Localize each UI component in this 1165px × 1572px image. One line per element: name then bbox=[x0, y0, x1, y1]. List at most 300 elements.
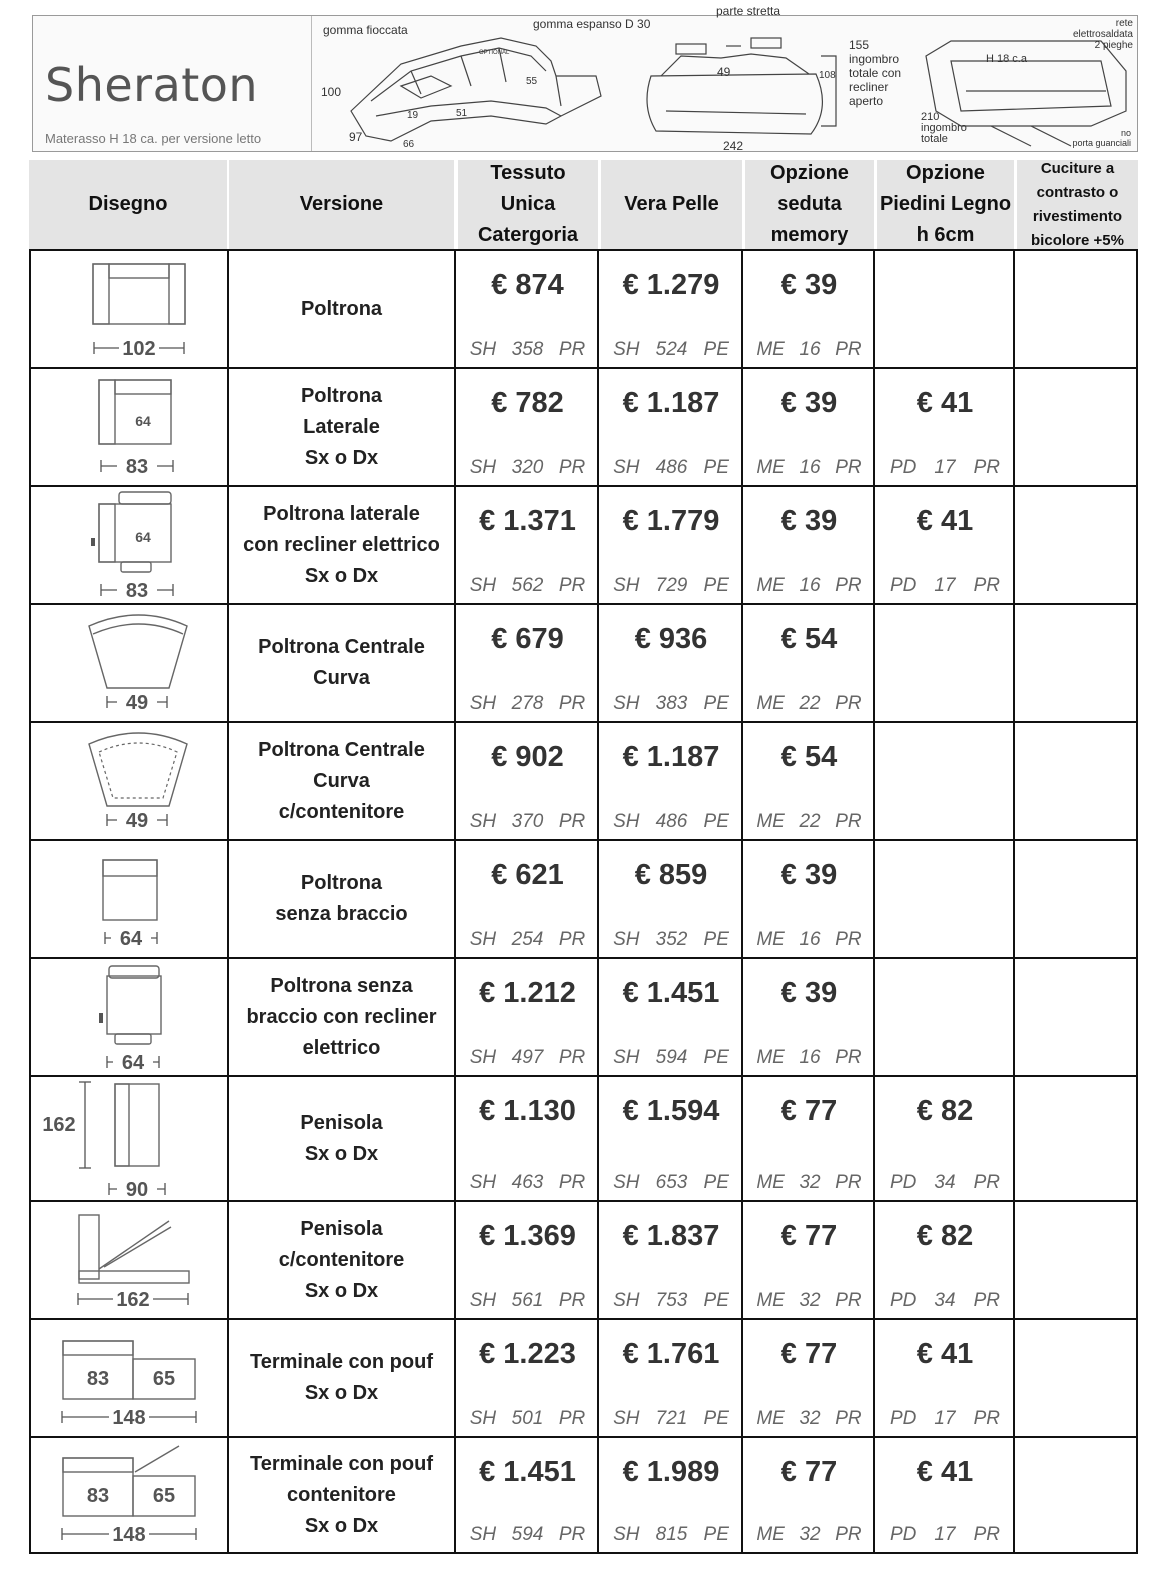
code-part: PR bbox=[558, 1524, 586, 1545]
code-part: 524 bbox=[655, 339, 688, 360]
code-part: PE bbox=[703, 1290, 729, 1311]
cell-piedini bbox=[875, 487, 1015, 603]
code-part: PD bbox=[890, 1172, 917, 1193]
cell-tessuto bbox=[456, 605, 599, 721]
pelle-price: € 1.279 bbox=[622, 269, 720, 301]
version-label: Poltrona Centrale Curva bbox=[258, 636, 425, 689]
cell-cuciture bbox=[1015, 369, 1138, 485]
code-part: ME bbox=[756, 693, 785, 714]
tessuto-price: € 679 bbox=[491, 623, 564, 655]
memory-price: € 77 bbox=[780, 1220, 838, 1252]
code-part: PR bbox=[558, 1408, 586, 1429]
code-part: PR bbox=[835, 1408, 862, 1429]
code-part: PR bbox=[973, 1408, 1000, 1429]
cell-pelle bbox=[599, 605, 743, 721]
code-part: PR bbox=[973, 1172, 1000, 1193]
memory-code bbox=[743, 929, 875, 951]
code-part: 17 bbox=[934, 1408, 956, 1429]
cell-memory bbox=[743, 723, 875, 839]
svg-text:49: 49 bbox=[125, 810, 149, 832]
cell-tessuto bbox=[456, 487, 599, 603]
tessuto-code bbox=[456, 693, 599, 715]
tessuto-price: € 782 bbox=[491, 387, 564, 419]
tessuto-code bbox=[456, 1290, 599, 1312]
cell-drawing bbox=[29, 251, 227, 367]
memory-price: € 39 bbox=[780, 269, 838, 301]
label-rete: rete elettrosaldata 2 pieghe bbox=[1072, 18, 1133, 51]
cell-pelle bbox=[599, 1320, 743, 1436]
memory-price: € 77 bbox=[780, 1456, 838, 1488]
svg-text:83: 83 bbox=[125, 456, 149, 478]
code-part: ME bbox=[756, 811, 785, 832]
cell-drawing bbox=[29, 1320, 227, 1436]
code-part: SH bbox=[613, 1524, 640, 1545]
cell-tessuto bbox=[456, 251, 599, 367]
penisola-contenitore-drawing-icon bbox=[29, 1201, 227, 1319]
code-part: ME bbox=[756, 929, 785, 950]
cell-pelle bbox=[599, 723, 743, 839]
tessuto-price: € 1.212 bbox=[479, 977, 576, 1009]
code-part: SH bbox=[469, 929, 497, 950]
cell-drawing bbox=[29, 1077, 227, 1200]
code-part: 653 bbox=[655, 1172, 688, 1193]
piedini-price: € 41 bbox=[916, 387, 974, 419]
cell-cuciture bbox=[1015, 1438, 1138, 1552]
code-part: ME bbox=[756, 457, 785, 478]
code-part: SH bbox=[469, 457, 497, 478]
code-part: 497 bbox=[511, 1047, 544, 1068]
version-label: Poltrona Laterale Sx o Dx bbox=[300, 384, 383, 469]
cell-version bbox=[229, 487, 454, 603]
cell-piedini bbox=[875, 605, 1015, 721]
table-row bbox=[29, 1436, 1138, 1554]
cell-drawing bbox=[29, 841, 227, 957]
pelle-code bbox=[599, 1524, 743, 1546]
piedini-price: € 82 bbox=[916, 1095, 974, 1127]
cell-memory bbox=[743, 251, 875, 367]
code-part: 34 bbox=[934, 1290, 956, 1311]
code-part: 501 bbox=[511, 1408, 544, 1429]
cell-memory bbox=[743, 487, 875, 603]
code-part: 254 bbox=[511, 929, 544, 950]
memory-code bbox=[743, 811, 875, 833]
code-part: SH bbox=[469, 1047, 497, 1068]
memory-price: € 39 bbox=[780, 859, 838, 891]
svg-text:64: 64 bbox=[119, 928, 143, 950]
tessuto-code bbox=[456, 929, 599, 951]
code-part: PE bbox=[703, 1408, 729, 1429]
cell-tessuto bbox=[456, 959, 599, 1075]
cell-pelle bbox=[599, 1202, 743, 1318]
memory-code bbox=[743, 1290, 875, 1312]
code-part: SH bbox=[613, 929, 640, 950]
memory-code bbox=[743, 1172, 875, 1194]
pelle-price: € 1.837 bbox=[622, 1220, 720, 1252]
dim-51: 51 bbox=[456, 108, 468, 119]
code-part: ME bbox=[756, 1408, 785, 1429]
pelle-price: € 1.451 bbox=[622, 977, 720, 1009]
label-parte-stretta: parte stretta bbox=[716, 4, 781, 18]
table-row bbox=[29, 249, 1138, 367]
memory-price: € 54 bbox=[780, 741, 838, 773]
sofa-sketch-icon bbox=[311, 4, 1137, 153]
code-part: PR bbox=[973, 1524, 1000, 1545]
memory-code bbox=[743, 457, 875, 479]
product-subtitle: Materasso H 18 ca. per versione letto bbox=[45, 131, 262, 146]
cell-pelle bbox=[599, 959, 743, 1075]
svg-text:83: 83 bbox=[86, 1368, 110, 1390]
code-part: PR bbox=[835, 693, 862, 714]
table-row bbox=[29, 603, 1138, 721]
pelle-code bbox=[599, 1172, 743, 1194]
piedini-price: € 41 bbox=[916, 1338, 974, 1370]
code-part: ME bbox=[756, 1172, 785, 1193]
pelle-code bbox=[599, 457, 743, 479]
header-memory: Opzione seduta memory bbox=[745, 160, 874, 249]
code-part: PE bbox=[703, 929, 729, 950]
svg-text:148: 148 bbox=[112, 1524, 146, 1546]
memory-price: € 39 bbox=[780, 977, 838, 1009]
dimension-line bbox=[107, 691, 167, 714]
pelle-code bbox=[599, 811, 743, 833]
table-row bbox=[29, 1075, 1138, 1200]
code-part: PR bbox=[558, 339, 586, 360]
code-part: PE bbox=[703, 1524, 729, 1545]
code-part: 16 bbox=[799, 929, 821, 950]
version-label: Poltrona senza braccio bbox=[275, 872, 408, 925]
header-piedini: Opzione Piedini Legno h 6cm bbox=[877, 160, 1014, 249]
svg-text:49: 49 bbox=[125, 692, 149, 714]
cell-cuciture bbox=[1015, 1202, 1138, 1318]
product-title: Sheraton bbox=[45, 58, 259, 112]
cell-memory bbox=[743, 1202, 875, 1318]
cell-tessuto bbox=[456, 1320, 599, 1436]
cell-pelle bbox=[599, 1438, 743, 1552]
cell-tessuto bbox=[456, 841, 599, 957]
table-row bbox=[29, 1200, 1138, 1318]
version-label: Poltrona senza braccio con recliner elettrico bbox=[246, 974, 437, 1059]
code-part: PR bbox=[835, 811, 862, 832]
cell-cuciture bbox=[1015, 251, 1138, 367]
code-part: PE bbox=[703, 575, 729, 596]
cell-memory bbox=[743, 841, 875, 957]
code-part: 594 bbox=[655, 1047, 688, 1068]
code-part: PR bbox=[835, 1524, 862, 1545]
piedini-code bbox=[875, 1408, 1015, 1430]
code-part: 17 bbox=[934, 457, 956, 478]
code-part: 22 bbox=[799, 811, 821, 832]
memory-price: € 39 bbox=[780, 505, 838, 537]
code-part: SH bbox=[469, 1172, 497, 1193]
dim-97: 97 bbox=[349, 130, 363, 144]
memory-price: € 54 bbox=[780, 623, 838, 655]
tessuto-price: € 621 bbox=[491, 859, 564, 891]
svg-text:148: 148 bbox=[112, 1407, 146, 1429]
svg-text:102: 102 bbox=[122, 338, 156, 360]
code-part: PR bbox=[973, 575, 1000, 596]
piedini-price: € 41 bbox=[916, 505, 974, 537]
svg-text:64: 64 bbox=[135, 413, 151, 429]
cell-memory bbox=[743, 1320, 875, 1436]
pelle-price: € 1.187 bbox=[622, 741, 720, 773]
svg-text:64: 64 bbox=[135, 529, 151, 545]
cell-pelle bbox=[599, 251, 743, 367]
header-pelle: Vera Pelle bbox=[601, 160, 742, 249]
code-part: PR bbox=[558, 1047, 586, 1068]
cell-drawing bbox=[29, 605, 227, 721]
piedini-price: € 82 bbox=[916, 1220, 974, 1252]
code-part: PR bbox=[835, 575, 862, 596]
header-tessuto: Tessuto Unica Catergoria bbox=[458, 160, 598, 249]
table-row bbox=[29, 1318, 1138, 1436]
cell-piedini bbox=[875, 1320, 1015, 1436]
code-part: SH bbox=[613, 1047, 640, 1068]
cell-tessuto bbox=[456, 723, 599, 839]
code-part: 815 bbox=[655, 1524, 688, 1545]
piedini-code bbox=[875, 1290, 1015, 1312]
dim-108: 108 bbox=[819, 70, 836, 81]
sofa-illustrations bbox=[311, 4, 1137, 153]
tessuto-code bbox=[456, 339, 599, 361]
cell-version bbox=[229, 723, 454, 839]
code-part: PR bbox=[558, 1172, 586, 1193]
cell-cuciture bbox=[1015, 1077, 1138, 1200]
code-part: 22 bbox=[799, 693, 821, 714]
tessuto-code bbox=[456, 1047, 599, 1069]
pelle-code bbox=[599, 929, 743, 951]
memory-price: € 77 bbox=[780, 1338, 838, 1370]
version-label: Terminale con pouf contenitore Sx o Dx bbox=[250, 1452, 433, 1537]
pelle-price: € 1.594 bbox=[622, 1095, 720, 1127]
cell-drawing bbox=[29, 487, 227, 603]
code-part: SH bbox=[469, 575, 497, 596]
code-part: 32 bbox=[799, 1290, 821, 1311]
code-part: 561 bbox=[511, 1290, 544, 1311]
tessuto-code bbox=[456, 457, 599, 479]
cell-drawing bbox=[29, 369, 227, 485]
cell-drawing bbox=[29, 723, 227, 839]
label-no-porta-guanciali: no porta guanciali bbox=[1072, 128, 1131, 148]
pelle-code bbox=[599, 575, 743, 597]
memory-code bbox=[743, 1047, 875, 1069]
code-part: ME bbox=[756, 1290, 785, 1311]
code-part: 562 bbox=[511, 575, 544, 596]
code-part: SH bbox=[469, 1524, 497, 1545]
code-part: 463 bbox=[511, 1172, 544, 1193]
code-part: ME bbox=[756, 339, 785, 360]
code-part: PR bbox=[558, 811, 586, 832]
piedini-price: € 41 bbox=[916, 1456, 974, 1488]
tessuto-price: € 1.223 bbox=[479, 1338, 576, 1370]
tessuto-code bbox=[456, 1408, 599, 1430]
code-part: PR bbox=[558, 457, 586, 478]
cell-cuciture bbox=[1015, 605, 1138, 721]
cell-piedini bbox=[875, 369, 1015, 485]
label-optional: OPTIONAL bbox=[479, 50, 510, 56]
dimension-line bbox=[78, 1288, 188, 1311]
code-part: PR bbox=[973, 1290, 1000, 1311]
code-part: PE bbox=[703, 693, 729, 714]
code-part: 486 bbox=[655, 811, 688, 832]
memory-code bbox=[743, 693, 875, 715]
cell-version bbox=[229, 841, 454, 957]
cell-pelle bbox=[599, 1077, 743, 1200]
tessuto-price: € 1.369 bbox=[479, 1220, 576, 1252]
code-part: 17 bbox=[934, 1524, 956, 1545]
svg-text:90: 90 bbox=[125, 1179, 149, 1201]
memory-code bbox=[743, 1408, 875, 1430]
pelle-price: € 1.187 bbox=[622, 387, 720, 419]
tessuto-code bbox=[456, 1524, 599, 1546]
version-label: Penisola c/contenitore Sx o Dx bbox=[278, 1217, 405, 1302]
code-part: SH bbox=[469, 693, 497, 714]
code-part: SH bbox=[613, 1290, 640, 1311]
piedini-code bbox=[875, 457, 1015, 479]
svg-text:65: 65 bbox=[152, 1368, 176, 1390]
code-part: 32 bbox=[799, 1524, 821, 1545]
code-part: 594 bbox=[511, 1524, 544, 1545]
cell-piedini bbox=[875, 1202, 1015, 1318]
code-part: 729 bbox=[655, 575, 688, 596]
cell-cuciture bbox=[1015, 1320, 1138, 1436]
header-cuciture: Cuciture a contrasto o rivestimento bicolore +5% bbox=[1017, 160, 1138, 249]
code-part: PE bbox=[703, 811, 729, 832]
curva-contenitore-drawing-icon bbox=[29, 722, 227, 840]
tessuto-code bbox=[456, 1172, 599, 1194]
dimension-line bbox=[101, 579, 173, 602]
dim-55: 55 bbox=[526, 76, 538, 87]
code-part: SH bbox=[613, 457, 640, 478]
code-part: SH bbox=[613, 1172, 640, 1193]
cell-drawing bbox=[29, 1438, 227, 1552]
label-ingombro-recliner: 155 ingombro totale con recliner aperto bbox=[849, 38, 902, 108]
pelle-code bbox=[599, 339, 743, 361]
code-part: ME bbox=[756, 1524, 785, 1545]
cell-tessuto bbox=[456, 1438, 599, 1552]
tessuto-code bbox=[456, 811, 599, 833]
code-part: SH bbox=[469, 811, 497, 832]
pelle-code bbox=[599, 693, 743, 715]
cell-pelle bbox=[599, 369, 743, 485]
pelle-code bbox=[599, 1290, 743, 1312]
version-label: Penisola Sx o Dx bbox=[300, 1111, 383, 1165]
version-label: Poltrona laterale con recliner elettrico Sx o Dx bbox=[243, 502, 440, 587]
brand-panel bbox=[33, 16, 312, 151]
pelle-price: € 1.779 bbox=[622, 505, 720, 537]
svg-text:83: 83 bbox=[86, 1485, 110, 1507]
version-label: Terminale con pouf Sx o Dx bbox=[250, 1351, 433, 1404]
code-part: PR bbox=[835, 1290, 862, 1311]
cell-cuciture bbox=[1015, 841, 1138, 957]
code-part: SH bbox=[613, 575, 640, 596]
cell-piedini bbox=[875, 959, 1015, 1075]
tessuto-price: € 1.130 bbox=[479, 1095, 576, 1127]
pelle-price: € 859 bbox=[634, 859, 708, 891]
label-gomma-espanso: gomma espanso D 30 bbox=[533, 17, 651, 31]
code-part: ME bbox=[756, 575, 785, 596]
code-part: PD bbox=[890, 1408, 917, 1429]
piedini-code bbox=[875, 575, 1015, 597]
code-part: SH bbox=[613, 1408, 640, 1429]
code-part: SH bbox=[613, 339, 640, 360]
dim-100: 100 bbox=[321, 85, 342, 99]
code-part: 17 bbox=[934, 575, 956, 596]
memory-code bbox=[743, 1524, 875, 1546]
cell-cuciture bbox=[1015, 487, 1138, 603]
code-part: 32 bbox=[799, 1408, 821, 1429]
dim-66: 66 bbox=[403, 139, 415, 150]
code-part: 383 bbox=[655, 693, 688, 714]
svg-text:64: 64 bbox=[121, 1052, 145, 1074]
code-part: SH bbox=[469, 339, 497, 360]
code-part: 32 bbox=[799, 1172, 821, 1193]
cell-tessuto bbox=[456, 369, 599, 485]
code-part: 753 bbox=[655, 1290, 688, 1311]
tessuto-price: € 1.371 bbox=[479, 505, 576, 537]
cell-piedini bbox=[875, 251, 1015, 367]
memory-code bbox=[743, 575, 875, 597]
code-part: PR bbox=[558, 1290, 586, 1311]
dimension-line bbox=[62, 1523, 196, 1546]
code-part: 16 bbox=[799, 339, 821, 360]
senza-braccio-recliner-drawing-icon bbox=[29, 958, 227, 1076]
dimension-line bbox=[107, 809, 167, 832]
poltrona-drawing-icon bbox=[29, 250, 227, 368]
cell-memory bbox=[743, 605, 875, 721]
code-part: 278 bbox=[511, 693, 544, 714]
code-part: PR bbox=[558, 693, 586, 714]
code-part: 34 bbox=[934, 1172, 956, 1193]
piedini-code bbox=[875, 1524, 1015, 1546]
code-part: 358 bbox=[511, 339, 544, 360]
code-part: 16 bbox=[799, 1047, 821, 1068]
code-part: PR bbox=[835, 457, 862, 478]
cell-drawing bbox=[29, 1202, 227, 1318]
cell-tessuto bbox=[456, 1202, 599, 1318]
pelle-price: € 936 bbox=[634, 623, 708, 655]
terminale-pouf-contenitore-drawing-icon bbox=[29, 1436, 227, 1554]
version-label: Poltrona Centrale Curva c/contenitore bbox=[258, 738, 425, 823]
code-part: PE bbox=[703, 457, 729, 478]
laterale-drawing-icon bbox=[29, 368, 227, 486]
code-part: 370 bbox=[511, 811, 544, 832]
cell-version bbox=[229, 369, 454, 485]
code-part: SH bbox=[613, 811, 640, 832]
dim-49: 49 bbox=[717, 65, 731, 79]
code-part: PR bbox=[835, 339, 862, 360]
cell-memory bbox=[743, 369, 875, 485]
dimension-line bbox=[109, 1178, 165, 1201]
table-row bbox=[29, 839, 1138, 957]
cell-version bbox=[229, 251, 454, 367]
cell-pelle bbox=[599, 487, 743, 603]
code-part: PR bbox=[558, 575, 586, 596]
code-part: SH bbox=[613, 693, 640, 714]
cell-piedini bbox=[875, 723, 1015, 839]
code-part: 486 bbox=[655, 457, 688, 478]
code-part: PR bbox=[558, 929, 586, 950]
cell-tessuto bbox=[456, 1077, 599, 1200]
cell-cuciture bbox=[1015, 723, 1138, 839]
svg-text:162: 162 bbox=[116, 1289, 150, 1311]
table-row bbox=[29, 485, 1138, 603]
header-disegno: Disegno bbox=[29, 160, 227, 249]
penisola-drawing-icon bbox=[29, 1076, 227, 1201]
pelle-price: € 1.761 bbox=[622, 1338, 720, 1370]
pelle-code bbox=[599, 1408, 743, 1430]
code-part: 320 bbox=[511, 457, 544, 478]
cell-memory bbox=[743, 1077, 875, 1200]
